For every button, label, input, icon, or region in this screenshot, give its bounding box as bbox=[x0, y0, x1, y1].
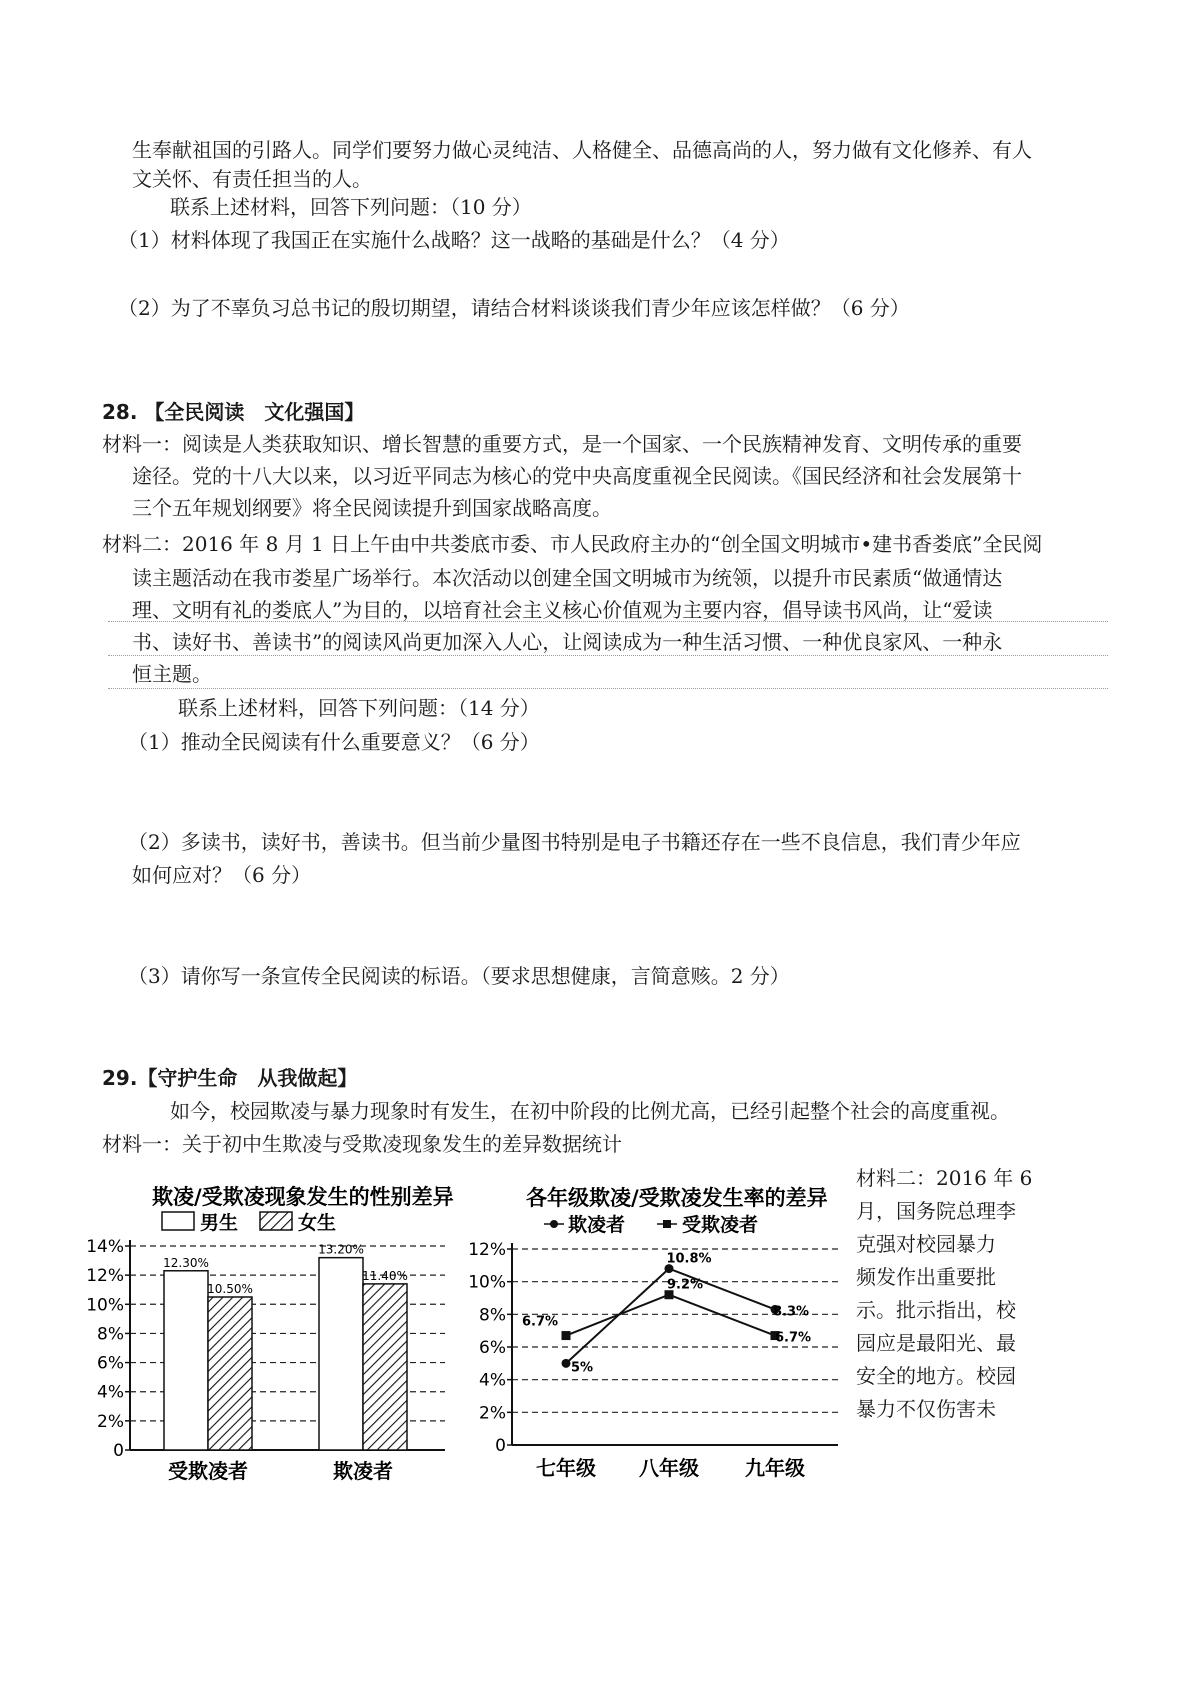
q29-heading: 29.【守护生命 从我做起】 bbox=[102, 1066, 358, 1090]
q28-material1-line2: 途径。党的十八大以来，以习近平同志为核心的党中央高度重视全民阅读。《国民经济和社会发展第十 bbox=[132, 464, 1022, 488]
q29-intro: 如今，校园欺凌与暴力现象时有发生，在初中阶段的比例尤高，已经引起整个社会的高度重视。 bbox=[170, 1099, 1010, 1123]
y-tick-label: 2% bbox=[479, 1403, 506, 1424]
dotted-rule bbox=[108, 621, 1108, 622]
data-label: 10.50% bbox=[207, 1282, 253, 1296]
y-tick-label: 0 bbox=[495, 1436, 506, 1456]
data-label: 11.40% bbox=[362, 1268, 408, 1283]
y-tick-label: 12% bbox=[86, 1266, 124, 1287]
data-label: 6.7% bbox=[774, 1330, 812, 1346]
q28-material2-line4: 书、读好书、善读书”的阅读风尚更加深入人心，让阅读成为一种生活习惯、一种优良家风、一种永 bbox=[132, 630, 1003, 654]
x-category-label: 九年级 bbox=[745, 1456, 805, 1480]
legend-label-victim: 受欺凌者 bbox=[682, 1214, 759, 1236]
bar-male bbox=[319, 1258, 363, 1450]
q29-material1-label: 材料一：关于初中生欺凌与受欺凌现象发生的差异数据统计 bbox=[102, 1132, 622, 1156]
x-category-label: 受欺凌者 bbox=[168, 1459, 248, 1483]
q27-text-line-1: 生奉献祖国的引路人。同学们要努力做心灵纯洁、人格健全、品德高尚的人，努力做有文化修养、有人 bbox=[132, 138, 1032, 162]
grade-difference-line-chart bbox=[470, 1175, 845, 1510]
x-category-label: 欺凌者 bbox=[333, 1459, 393, 1483]
dotted-rule bbox=[108, 655, 1108, 656]
y-tick-label: 10% bbox=[86, 1295, 124, 1316]
material2-line: 克强对校园暴力 bbox=[856, 1232, 996, 1256]
q28-material2-line3: 理、文明有礼的娄底人”为目的，以培育社会主义核心价值观为主要内容，倡导读书风尚，让“爱读 bbox=[132, 598, 993, 622]
data-label: 13.20% bbox=[318, 1242, 364, 1257]
y-tick-label: 12% bbox=[468, 1240, 506, 1260]
q28-material1-line1: 材料一：阅读是人类获取知识、增长智慧的重要方式，是一个国家、一个民族精神发育、文明传承的重要 bbox=[102, 432, 1022, 456]
data-label: 8.3% bbox=[772, 1304, 810, 1320]
chart-title: 各年级欺凌/受欺凌发生率的差异 bbox=[526, 1186, 828, 1210]
y-tick-label: 2% bbox=[97, 1411, 124, 1432]
data-label: 9.2% bbox=[666, 1277, 704, 1293]
q27-text-line-2: 文关怀、有责任担当的人。 bbox=[132, 167, 372, 191]
y-tick-label: 10% bbox=[468, 1272, 506, 1293]
point-bully bbox=[562, 1359, 571, 1368]
data-label: 6.7% bbox=[521, 1314, 559, 1330]
q28-material1-line3: 三个五年规划纲要》将全民阅读提升到国家战略高度。 bbox=[132, 496, 612, 520]
material2-line: 暴力不仅伤害未 bbox=[856, 1397, 996, 1421]
q28-sub-question-2-line2: 如何应对？（6 分） bbox=[132, 863, 312, 887]
bar-male bbox=[164, 1271, 208, 1450]
q27-sub-question-2: （2）为了不辜负习总书记的殷切期望，请结合材料谈谈我们青少年应该怎样做？（6 分） bbox=[118, 296, 910, 320]
material2-line: 安全的地方。校园 bbox=[856, 1364, 1016, 1388]
point-victim bbox=[562, 1331, 571, 1340]
material2-line: 月，国务院总理李 bbox=[856, 1199, 1016, 1223]
material2-line: 材料二：2016 年 6 bbox=[856, 1166, 1033, 1190]
q27-prompt: 联系上述材料，回答下列问题：（10 分） bbox=[170, 195, 532, 219]
gender-difference-bar-chart bbox=[86, 1172, 470, 1512]
material2-line: 示。批示指出，校 bbox=[856, 1298, 1016, 1322]
y-tick-label: 8% bbox=[97, 1324, 124, 1345]
y-tick-label: 6% bbox=[97, 1353, 124, 1374]
q28-heading: 28. 【全民阅读 文化强国】 bbox=[102, 400, 365, 424]
q28-sub-question-3: （3）请你写一条宣传全民阅读的标语。（要求思想健康，言简意赅。2 分） bbox=[128, 964, 790, 988]
legend-label-male: 男生 bbox=[200, 1212, 239, 1234]
y-tick-label: 14% bbox=[86, 1237, 124, 1257]
bar-female bbox=[363, 1284, 407, 1450]
data-label: 10.8% bbox=[666, 1251, 712, 1267]
y-tick-label: 8% bbox=[479, 1305, 506, 1326]
q28-sub-question-1: （1）推动全民阅读有什么重要意义？（6 分） bbox=[128, 730, 540, 754]
data-label: 12.30% bbox=[163, 1255, 209, 1270]
x-category-label: 八年级 bbox=[639, 1456, 699, 1480]
q28-material2-line5: 恒主题。 bbox=[132, 662, 212, 686]
material2-line: 频发作出重要批 bbox=[856, 1265, 996, 1289]
legend-label-female: 女生 bbox=[298, 1212, 337, 1234]
series-line-victim bbox=[566, 1295, 775, 1336]
data-label: 5% bbox=[570, 1360, 594, 1376]
dotted-rule bbox=[108, 688, 1108, 689]
legend-swatch-male bbox=[162, 1212, 194, 1230]
y-tick-label: 6% bbox=[479, 1338, 506, 1358]
legend-swatch-female bbox=[260, 1212, 292, 1230]
q27-sub-question-1: （1）材料体现了我国正在实施什么战略？这一战略的基础是什么？（4 分） bbox=[118, 228, 790, 252]
q28-prompt: 联系上述材料，回答下列问题：（14 分） bbox=[178, 696, 540, 720]
q28-material2-line2: 读主题活动在我市娄星广场举行。本次活动以创建全国文明城市为统领，以提升市民素质“做通情达 bbox=[132, 566, 1003, 590]
material2-line: 园应是最阳光、最 bbox=[856, 1331, 1016, 1355]
q28-material2-line1: 材料二：2016 年 8 月 1 日上午由中共娄底市委、市人民政府主办的“创全国文明城市•建书香娄底”全民阅 bbox=[102, 532, 1043, 556]
q28-sub-question-2-line1: （2）多读书，读好书，善读书。但当前少量图书特别是电子书籍还存在一些不良信息，我们青少年应 bbox=[128, 830, 1021, 854]
chart-title: 欺凌/受欺凌现象发生的性别差异 bbox=[152, 1185, 454, 1209]
x-category-label: 七年级 bbox=[536, 1456, 596, 1480]
legend-label-bully: 欺凌者 bbox=[568, 1214, 626, 1236]
y-tick-label: 4% bbox=[479, 1370, 506, 1391]
y-tick-label: 4% bbox=[97, 1382, 124, 1403]
bar-female bbox=[208, 1297, 252, 1450]
y-tick-label: 0 bbox=[113, 1441, 124, 1461]
